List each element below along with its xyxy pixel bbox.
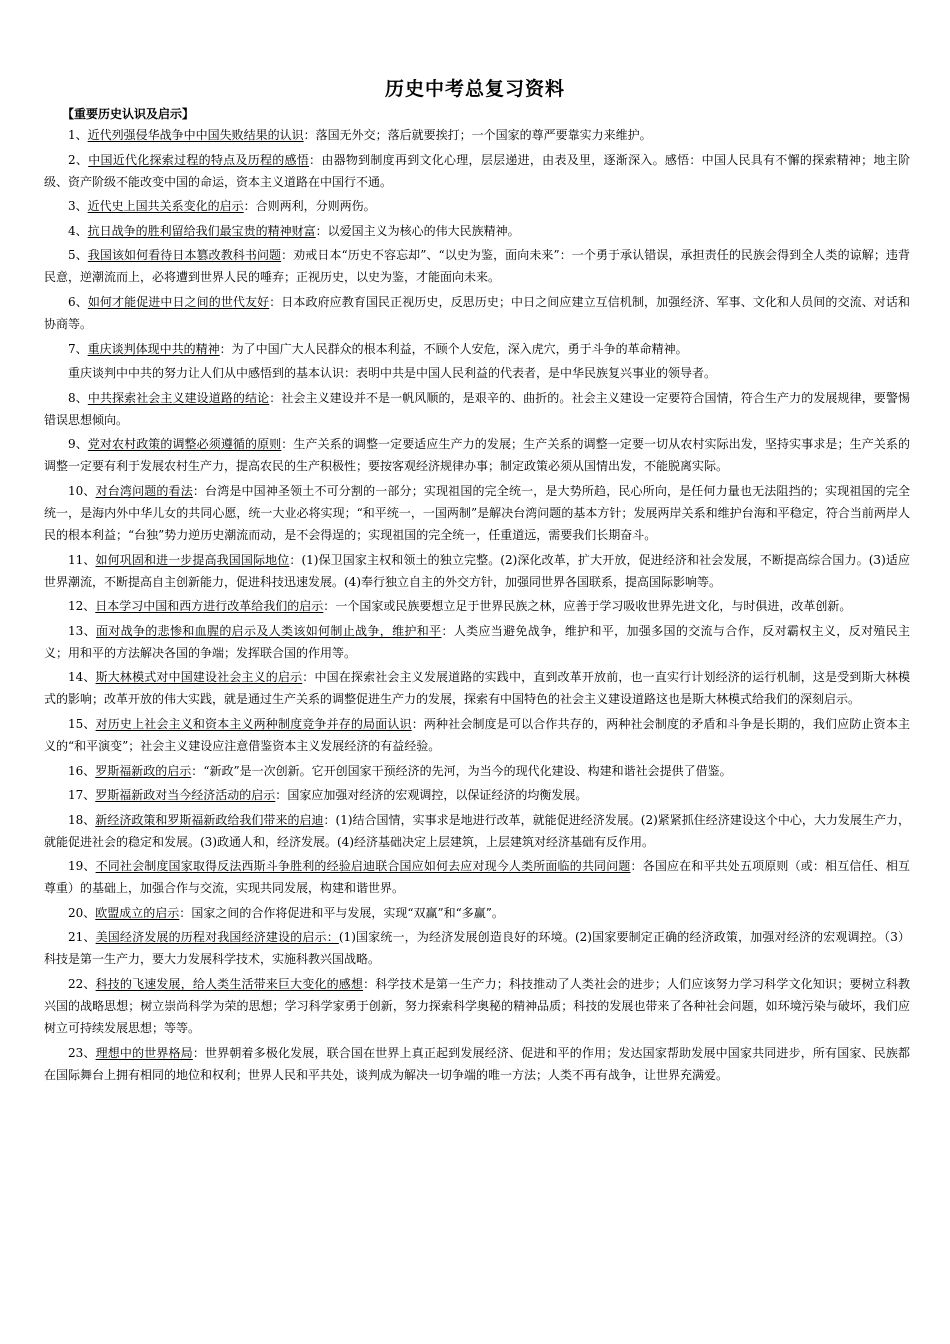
item-number: 4、 (68, 223, 88, 238)
item-body: 合则两利，分则两伤。 (255, 199, 376, 214)
list-item (44, 549, 910, 593)
item-topic: 近代列强侵华战争中中国失败结果的认识 (87, 128, 304, 142)
item-separator: ： (323, 812, 336, 827)
section-heading: 【重要历史认识及启示】 (62, 107, 195, 121)
item-body: 日本政府应教育国民正视历史，反思历史；中日之间应建立互信机制，加强经济、军事、文化和人员间的交流、对话和协商等。 (44, 294, 910, 331)
item-body: 科学技术是第一生产力；科技推动了人类社会的进步；人们应该努力学习科学文化知识；要树立科教兴国的战略思想；树立崇尚科学为荣的思想；学习科学家勇于创新，努力探索科学奥秘的精神品质；科技的发展也带来了各种社会问题，如环境污染与破坏，我们应树立可持续发展思想；等等。 (44, 977, 910, 1036)
item-body: 中国在探索社会主义发展道路的实践中，直到改革开放前，也一直实行计划经济的运行机制，这是受到斯大林模式的影响；改革开放的伟大实践，就是通过生产关系的调整促进生产力的发展，探索有中国特色的社会主义建设道路这也是斯大林模式给我们的深刻启示。 (44, 670, 910, 707)
item-separator: ： (315, 223, 328, 238)
item-separator: ： (289, 552, 302, 567)
item-topic: 欧盟成立的启示 (95, 905, 180, 920)
item-topic: 重庆谈判体现中共的精神 (87, 341, 220, 356)
item-body: (1)结合国情，实事求是地进行改革，就能促进经济发展。(2)紧紧抓住经济建设这个中心，大力发展生产力，就能促进社会的稳定和发展。(3)政通人和，经济发展。(4)经济基础决定上层建筑，上层建筑对经济基础有反作用。 (44, 812, 910, 849)
item-body: 两种社会制度是可以合作共存的，两种社会制度的矛盾和斗争是长期的，我们应防止资本主义的“和平演变”；社会主义建设应注意借鉴资本主义发展经济的有益经验。 (44, 716, 910, 753)
item-number: 23、 (68, 1045, 96, 1060)
item-separator: ： (179, 905, 192, 920)
item-number: 9、 (68, 437, 88, 452)
item-body: 由器物到制度再到文化心理，层层递进，由表及里，逐渐深入。感悟：中国人民具有不懈的探索精神；地主阶级、资产阶级不能改变中国的命运，资本主义道路在中国行不通。 (44, 152, 910, 189)
list-item (44, 902, 910, 924)
item-topic: 如何才能促进中日之间的世代友好 (87, 294, 270, 309)
item-body: 以爱国主义为核心的伟大民族精神。 (327, 223, 520, 238)
item-separator: ： (630, 859, 643, 874)
list-item (44, 124, 910, 146)
item-topic: 理想中的世界格局 (95, 1045, 193, 1060)
item-body: 世界朝着多极化发展，联合国在世界上真正起到发展经济、促进和平的作用；发达国家帮助发展中国家共同进步，所有国家、民族都在国际舞台上拥有相同的地位和权利；世界人民和平共处，谈判成为解决一切争端的唯一方法；人类不再有战争，让世界充满爱。 (44, 1045, 910, 1082)
item-topic: 中国近代化探索过程的特点及历程的感悟 (88, 152, 310, 167)
item-body: (1)保卫国家主权和领土的独立完整。(2)深化改革，扩大开放，促进经济和社会发展，不断提高综合国力。(3)适应世界潮流，不断提高自主创新能力，促进科技迅速发展。(4)奉行独立自主的外交方针，加强同世界各国联系，提高国际影响等。 (44, 552, 910, 589)
list-item (44, 973, 910, 1039)
item-topic: 如何巩固和进一步提高我国国际地位 (95, 552, 290, 567)
item-body: 劝戒日本“历史不容忘却”、“以史为鉴，面向未来”：一个勇于承认错误，承担责任的民族会得到全人类的谅解；违背民意，逆潮流而上，必将遭到世界人民的唾弃；正视历史，以史为鉴，才能面向未来。 (44, 248, 910, 285)
list-item (44, 433, 910, 477)
item-number: 1、 (68, 128, 88, 142)
item-topic: 对历史上社会主义和资本主义两种制度竞争并存的局面认识 (95, 716, 412, 731)
list-item (44, 1042, 910, 1086)
list-item (44, 620, 910, 664)
item-topic: 中共探索社会主义建设道路的结论 (87, 390, 270, 405)
item-body: 社会主义建设并不是一帆风顺的，是艰辛的、曲折的。社会主义建设一定要符合国情，符合生产力的发展规律，要警惕错误思想倾向。 (44, 390, 910, 427)
item-number: 13、 (68, 623, 96, 638)
list-item (44, 926, 910, 970)
item-topic: 日本学习中国和西方进行改革给我们的启示 (95, 599, 324, 614)
item-number: 6、 (68, 294, 88, 309)
item-list (44, 124, 910, 1088)
item-body: (1)国家统一，为经济发展创造良好的环境。(2)国家要制定正确的经济政策，加强对经济的宏观调控。（3）科技是第一生产力，要大力发展科学技术，实施科教兴国战略。 (44, 930, 910, 967)
item-number: 3、 (68, 199, 88, 214)
item-body: 生产关系的调整一定要适应生产力的发展；生产关系的调整一定要一切从农村实际出发，坚持实事求是；生产关系的调整一定要有利于发展农村生产力，提高农民的生产积极性；要按客观经济规律办事；制定政策必须从国情出发，不能脱离实际。 (44, 437, 910, 474)
item-number: 19、 (68, 859, 96, 874)
item-topic: 罗斯福新政对当今经济活动的启示 (95, 788, 276, 803)
item-topic: 我国该如何看待日本篡改教科书问题 (87, 248, 282, 263)
item-number: 21、 (68, 930, 96, 945)
list-item (44, 195, 910, 217)
list-item (44, 713, 910, 757)
item-number: 10、 (68, 483, 96, 498)
item-number: 18、 (68, 812, 96, 827)
item-number: 5、 (68, 248, 88, 263)
list-item (44, 666, 910, 710)
list-item (44, 291, 910, 335)
item-body: 落国无外交；落后就要挨打；一个国家的尊严要靠实力来维护。 (315, 128, 652, 142)
list-item (44, 595, 910, 617)
item-body: 各国应在和平共处五项原则（或：相互信任、相互尊重）的基础上，加强合作与交流，实现共同发展，构建和谐世界。 (44, 859, 910, 896)
list-item (44, 809, 910, 853)
item-topic: 科技的飞速发展，给人类生活带来巨大变化的感想 (95, 977, 364, 992)
item-topic: 党对农村政策的调整必须遵循的原则 (87, 437, 282, 452)
item-number: 12、 (68, 599, 96, 614)
item-number: 17、 (68, 788, 96, 803)
item-separator: ： (323, 599, 336, 614)
item-separator: ： (243, 199, 256, 214)
item-number: 14、 (68, 670, 96, 685)
list-item (44, 387, 910, 431)
item-topic: 斯大林模式对中国建设社会主义的启示 (95, 670, 303, 685)
item-number: 8、 (68, 390, 88, 405)
item-separator: ： (441, 623, 454, 638)
list-item (44, 760, 910, 782)
item-body: 国家应加强对经济的宏观调控，以保证经济的均衡发展。 (287, 788, 588, 803)
item-number: 16、 (68, 763, 96, 778)
list-item (44, 855, 910, 899)
item-separator: ： (281, 248, 294, 263)
item-separator: ： (269, 294, 282, 309)
list-item (44, 244, 910, 288)
item-topic: 近代史上国共关系变化的启示 (87, 199, 244, 214)
list-item (44, 220, 910, 242)
item-body: 国家之间的合作将促进和平与发展，实现“双赢”和“多赢”。 (191, 905, 504, 920)
item-body: 一个国家或民族要想立足于世界民族之林，应善于学习吸收世界先进文化，与时俱进，改革创新。 (335, 599, 852, 614)
list-item (44, 784, 910, 806)
item-separator: ： (269, 390, 282, 405)
item-separator: ： (192, 1045, 206, 1060)
item-number: 2、 (68, 152, 89, 167)
item-separator: ： (303, 128, 316, 142)
item-separator: ： (302, 670, 315, 685)
item-topic: 不同社会制度国家取得反法西斯斗争胜利的经验启迪联合国应如何去应对现今人类所面临的共同问题 (95, 859, 631, 874)
item-separator: ： (363, 977, 376, 992)
document-title: 历史中考总复习资料 (384, 78, 565, 100)
item-topic: 新经济政策和罗斯福新政给我们带来的启迪 (95, 812, 324, 827)
item-topic: 抗日战争的胜利留给我们最宝贵的精神财富 (87, 223, 316, 238)
list-item (44, 149, 910, 193)
item-body: 为了中国广大人民群众的根本利益，不顾个人安危，深入虎穴，勇于斗争的革命精神。 (231, 341, 688, 356)
item-separator: ： (281, 437, 294, 452)
item-body: 人类应当避免战争，维护和平，加强多国的交流与合作，反对霸权主义，反对殖民主义；用和平的方法解决各国的争端；发挥联合国的作用等。 (44, 623, 910, 660)
item-separator: ： (309, 152, 322, 167)
item-body: “新政”是一次创新。它开创国家干预经济的先河，为当今的现代化建设、构建和谐社会提供了借鉴。 (203, 763, 732, 778)
item-topic: 对台湾问题的看法 (95, 483, 193, 498)
item-body: 台湾是中国神圣领土不可分割的一部分；实现祖国的完全统一，是大势所趋，民心所向，是任何力量也无法阻挡的；实现祖国的完全统一，是海内外中华儿女的共同心愿，统一大业必将实现；“和平统一，一国两制”是解决台湾问题的基本方针；发展两岸关系和维护台海和平稳定，符合当前两岸人民的根本利益；“台独”势力逆历史潮流而动，是不会得逞的；实现祖国的完全统一，任重道远，需要我们长期奋斗。 (44, 483, 910, 542)
item-number: 22、 (68, 977, 96, 992)
item-separator: ： (219, 341, 232, 356)
item-separator: ： (192, 483, 206, 498)
item-number: 20、 (68, 905, 96, 920)
item-number: 15、 (68, 716, 96, 731)
item-separator: ： (275, 788, 288, 803)
item-topic: 面对战争的悲惨和血腥的启示及人类该如何制止战争，维护和平 (95, 623, 442, 638)
item-topic: 美国经济发展的历程对我国经济建设的启示： (95, 930, 339, 945)
item-separator: ： (411, 716, 424, 731)
list-item (44, 480, 910, 546)
item-body: 重庆谈判中中共的努力让人们从中感悟到的基本认识：表明中共是中国人民利益的代表者，是中华民族复兴事业的领导者。 (68, 366, 717, 381)
item-number: 11、 (68, 552, 96, 567)
item-separator: ： (191, 763, 204, 778)
item-topic: 罗斯福新政的启示 (95, 763, 192, 778)
list-item (44, 338, 910, 360)
list-item (44, 362, 910, 384)
item-number: 7、 (68, 341, 88, 356)
